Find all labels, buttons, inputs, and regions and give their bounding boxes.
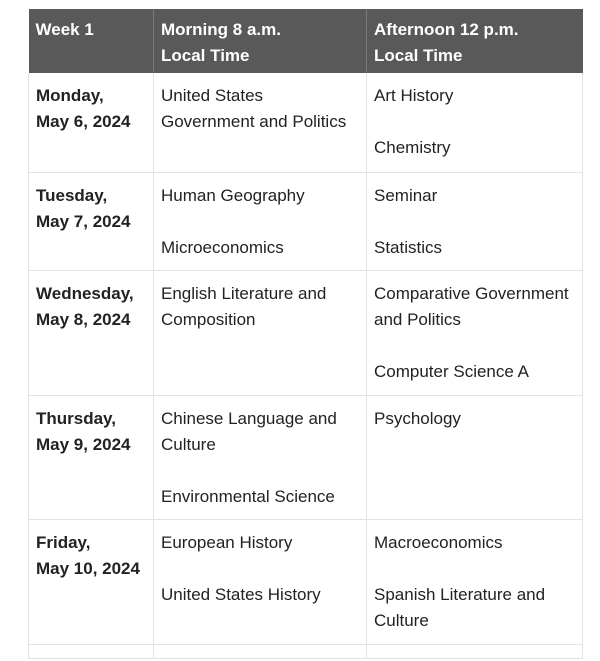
day-cell: [29, 270, 154, 395]
exam-subject-line: Environmental Science: [161, 486, 335, 506]
exam-subject-line: Seminar: [374, 185, 438, 205]
exam-subject: [374, 281, 575, 333]
exam-subject: [161, 582, 359, 608]
table-header-row: [29, 9, 583, 73]
exam-subject-line: European History: [161, 532, 293, 552]
header-morning-line-1: Morning 8 a.m.: [161, 20, 281, 39]
exam-subject-line: Composition: [161, 309, 256, 329]
exam-subject-line: United States: [161, 86, 264, 105]
header-afternoon-line-2: Local Time: [374, 46, 463, 65]
morning-cell: [154, 395, 367, 519]
afternoon-cell: [367, 73, 583, 172]
table-row: [29, 395, 583, 519]
exam-subject-line: Culture: [161, 434, 216, 454]
exam-subject: [374, 135, 575, 161]
table-row: [29, 73, 583, 172]
exam-subject: [374, 406, 575, 432]
day-date: May 9, 2024: [36, 434, 131, 454]
day-name: Monday,: [36, 86, 104, 105]
exam-subject: [161, 484, 359, 510]
day-date: May 7, 2024: [36, 211, 131, 231]
day-date: May 8, 2024: [36, 309, 131, 329]
exam-subject: [161, 83, 359, 135]
header-morning-line-2: Local Time: [161, 46, 250, 65]
exam-subject-line: United States History: [161, 584, 321, 604]
day-cell: [29, 73, 154, 172]
morning-cell: [154, 73, 367, 172]
header-morning: [154, 9, 367, 73]
exam-subject-line: Spanish Literature and: [374, 584, 546, 604]
exam-subject-line: Comparative Government: [374, 283, 569, 303]
exam-subject: [374, 582, 575, 634]
empty-cell: [367, 644, 583, 658]
exam-subject-line: Chemistry: [374, 138, 451, 157]
exam-subject-line: Culture: [374, 610, 429, 630]
exam-subject-line: Microeconomics: [161, 237, 284, 257]
day-name: Friday,: [36, 532, 91, 552]
empty-cell: [154, 644, 367, 658]
morning-cell: [154, 519, 367, 644]
table-row: [29, 519, 583, 644]
exam-subject-line: Computer Science A: [374, 361, 529, 381]
day-cell: [29, 519, 154, 644]
table-row-partial: [29, 644, 583, 658]
header-afternoon: [367, 9, 583, 73]
day-name: Tuesday,: [36, 185, 108, 205]
exam-subject-line: English Literature and: [161, 283, 327, 303]
exam-subject: [161, 281, 359, 333]
exam-subject: [374, 530, 575, 556]
exam-subject: [374, 235, 575, 261]
day-name: Wednesday,: [36, 283, 134, 303]
day-date: May 10, 2024: [36, 558, 140, 578]
table-row: [29, 270, 583, 395]
header-afternoon-line-1: Afternoon 12 p.m.: [374, 20, 519, 39]
exam-subject: [161, 183, 359, 209]
exam-subject: [374, 359, 575, 385]
day-cell: [29, 172, 154, 270]
day-cell: [29, 395, 154, 519]
exam-schedule-table: [28, 9, 583, 659]
day-name: Thursday,: [36, 408, 116, 428]
exam-subject-line: Statistics: [374, 237, 443, 257]
exam-subject-line: and Politics: [374, 309, 461, 329]
header-week: [29, 9, 154, 73]
day-date: May 6, 2024: [36, 112, 131, 131]
exam-subject-line: Psychology: [374, 408, 461, 428]
exam-subject: [161, 406, 359, 458]
exam-subject: [374, 83, 575, 109]
morning-cell: [154, 270, 367, 395]
exam-subject-line: Government and Politics: [161, 112, 347, 131]
exam-subject: [161, 235, 359, 261]
exam-subject: [161, 530, 359, 556]
exam-subject-line: Macroeconomics: [374, 532, 503, 552]
afternoon-cell: [367, 395, 583, 519]
afternoon-cell: [367, 172, 583, 270]
empty-cell: [29, 644, 154, 658]
afternoon-cell: [367, 270, 583, 395]
exam-subject-line: Human Geography: [161, 185, 305, 205]
afternoon-cell: [367, 519, 583, 644]
exam-subject: [374, 183, 575, 209]
exam-subject-line: Art History: [374, 86, 454, 105]
exam-subject-line: Chinese Language and: [161, 408, 337, 428]
morning-cell: [154, 172, 367, 270]
header-week-label: Week 1: [35, 20, 94, 39]
table-row: [29, 172, 583, 270]
